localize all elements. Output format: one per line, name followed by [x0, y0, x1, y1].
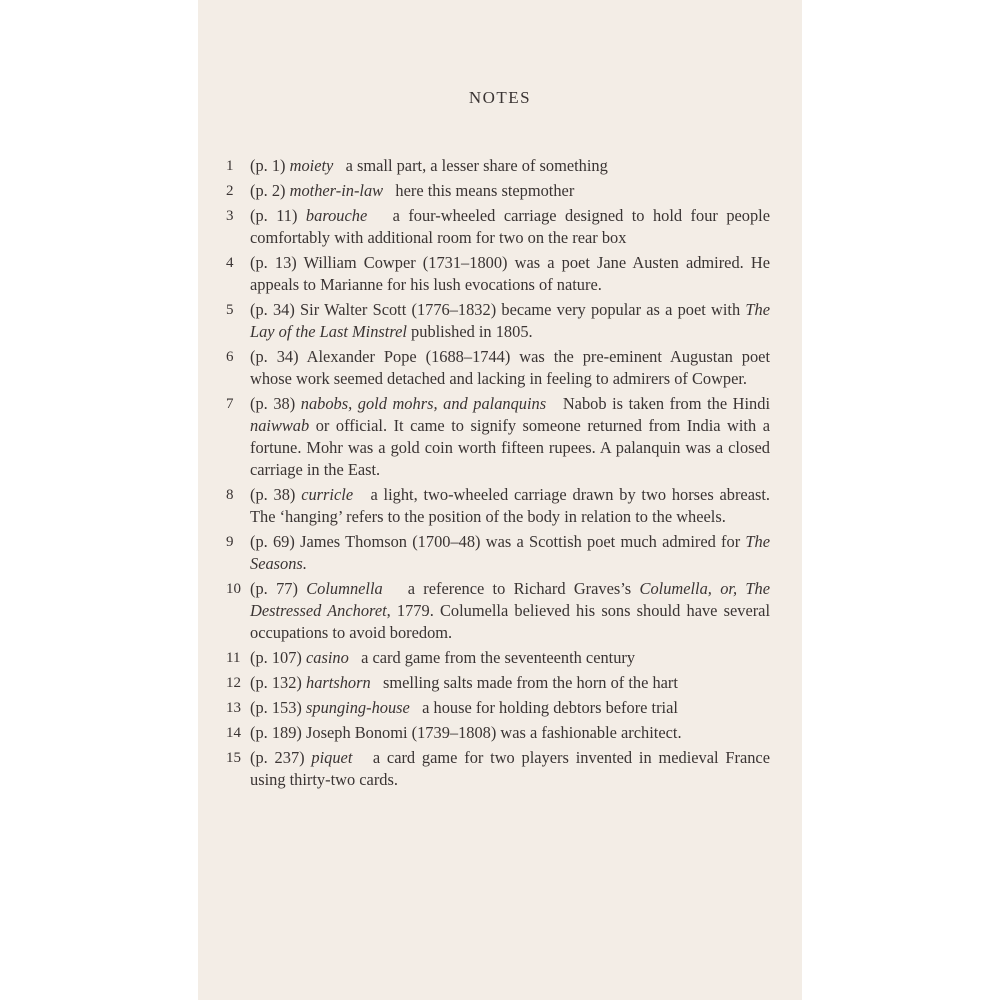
note-item: [226, 697, 770, 719]
note-page-ref: (p. 107): [250, 648, 302, 667]
note-page-ref: (p. 132): [250, 673, 302, 692]
note-item: [226, 578, 770, 644]
note-term: Columnella: [306, 579, 383, 598]
book-page: [198, 0, 802, 1000]
note-item: [226, 155, 770, 177]
note-page-ref: (p. 2): [250, 181, 286, 200]
note-item: [226, 484, 770, 528]
note-text: James Thomson (1700–48) was a Scottish poet much admired for: [300, 532, 741, 551]
note-page-ref: (p. 34): [250, 347, 299, 366]
note-text: a house for holding debtors before trial: [422, 698, 678, 717]
note-italic-word: naiwwab: [250, 416, 310, 435]
note-page-ref: (p. 38): [250, 485, 296, 504]
note-item: [226, 180, 770, 202]
note-text: a card game for two players invented in medieval France using thirty-two cards.: [250, 748, 770, 789]
note-text: Sir Walter Scott (1776–1832) became very popular as a poet with: [300, 300, 741, 319]
note-item: [226, 531, 770, 575]
note-number: 5: [226, 302, 234, 318]
note-item: [226, 647, 770, 669]
note-term: mother-in-law: [289, 181, 384, 200]
note-text: smelling salts made from the horn of the hart: [382, 673, 678, 692]
note-term: hartshorn: [306, 673, 371, 692]
note-italic-title: Columella, or, The Destressed Anchoret: [250, 579, 770, 620]
note-text: Alexander Pope (1688–1744) was the pre-eminent Augustan poet whose work seemed detached and lacking in feeling to admirers of Cowper.: [250, 347, 770, 388]
note-page-ref: (p. 1): [250, 156, 286, 175]
note-number: 9: [226, 534, 234, 550]
note-item: [226, 299, 770, 343]
note-italic-title: The Lay of the Last Minstrel: [250, 300, 770, 341]
note-number: 7: [226, 396, 234, 412]
note-text-after: published in 1805.: [411, 322, 533, 341]
note-text: a light, two-wheeled carriage drawn by two horses abreast. The ‘hanging’ refers to the position of the body in relation to the wheels.: [250, 485, 770, 526]
note-term: moiety: [289, 156, 334, 175]
note-text-after: or official. It came to signify someone returned from India with a fortune. Mohr was a gold coin worth fifteen rupees. A palanquin was a closed carriage in the East.: [250, 416, 770, 479]
note-number: 15: [226, 750, 241, 766]
note-number: 2: [226, 183, 234, 199]
note-text: Joseph Bonomi (1739–1808) was a fashionable architect.: [306, 723, 682, 742]
note-number: 4: [226, 255, 234, 271]
note-page-ref: (p. 189): [250, 723, 302, 742]
note-page-ref: (p. 34): [250, 300, 295, 319]
note-number: 3: [226, 208, 234, 224]
note-term: nabobs, gold mohrs, and palanquins: [300, 394, 547, 413]
note-text: a small part, a lesser share of something: [345, 156, 608, 175]
note-text: a card game from the seventeenth century: [361, 648, 636, 667]
notes-list: [226, 155, 770, 794]
note-number: 6: [226, 349, 234, 365]
note-page-ref: (p. 38): [250, 394, 296, 413]
note-page-ref: (p. 13): [250, 253, 297, 272]
note-page-ref: (p. 77): [250, 579, 298, 598]
note-number: 10: [226, 581, 241, 597]
note-item: [226, 393, 770, 481]
note-page-ref: (p. 69): [250, 532, 295, 551]
note-text: William Cowper (1731–1800) was a poet Jane Austen admired. He appeals to Marianne for his lush evocations of nature.: [250, 253, 770, 294]
note-page-ref: (p. 11): [250, 206, 298, 225]
note-term: spunging-house: [306, 698, 410, 717]
note-number: 13: [226, 700, 241, 716]
note-item: [226, 205, 770, 249]
note-item: [226, 346, 770, 390]
note-text: here this means stepmother: [395, 181, 575, 200]
note-text: Nabob is taken from the Hindi: [562, 394, 770, 413]
note-number: 14: [226, 725, 241, 741]
note-text-after: , 1779. Columella believed his sons should have several occupations to avoid boredom.: [250, 601, 771, 642]
note-item: [226, 747, 770, 791]
note-number: 1: [226, 158, 234, 174]
note-term: curricle: [301, 485, 354, 504]
note-number: 8: [226, 487, 234, 503]
note-italic-title: The Seasons.: [250, 532, 770, 573]
note-item: [226, 722, 770, 744]
note-text: a reference to Richard Graves’s: [407, 579, 632, 598]
note-term: piquet: [311, 748, 353, 767]
note-page-ref: (p. 237): [250, 748, 305, 767]
note-item: [226, 672, 770, 694]
note-item: [226, 252, 770, 296]
note-term: casino: [306, 648, 349, 667]
page-title: NOTES: [468, 88, 532, 107]
note-term: barouche: [305, 206, 368, 225]
note-number: 12: [226, 675, 241, 691]
note-text: a four-wheeled carriage designed to hold four people comfortably with additional room for two on the rear box: [250, 206, 771, 247]
note-number: 11: [226, 650, 241, 666]
note-page-ref: (p. 153): [250, 698, 302, 717]
